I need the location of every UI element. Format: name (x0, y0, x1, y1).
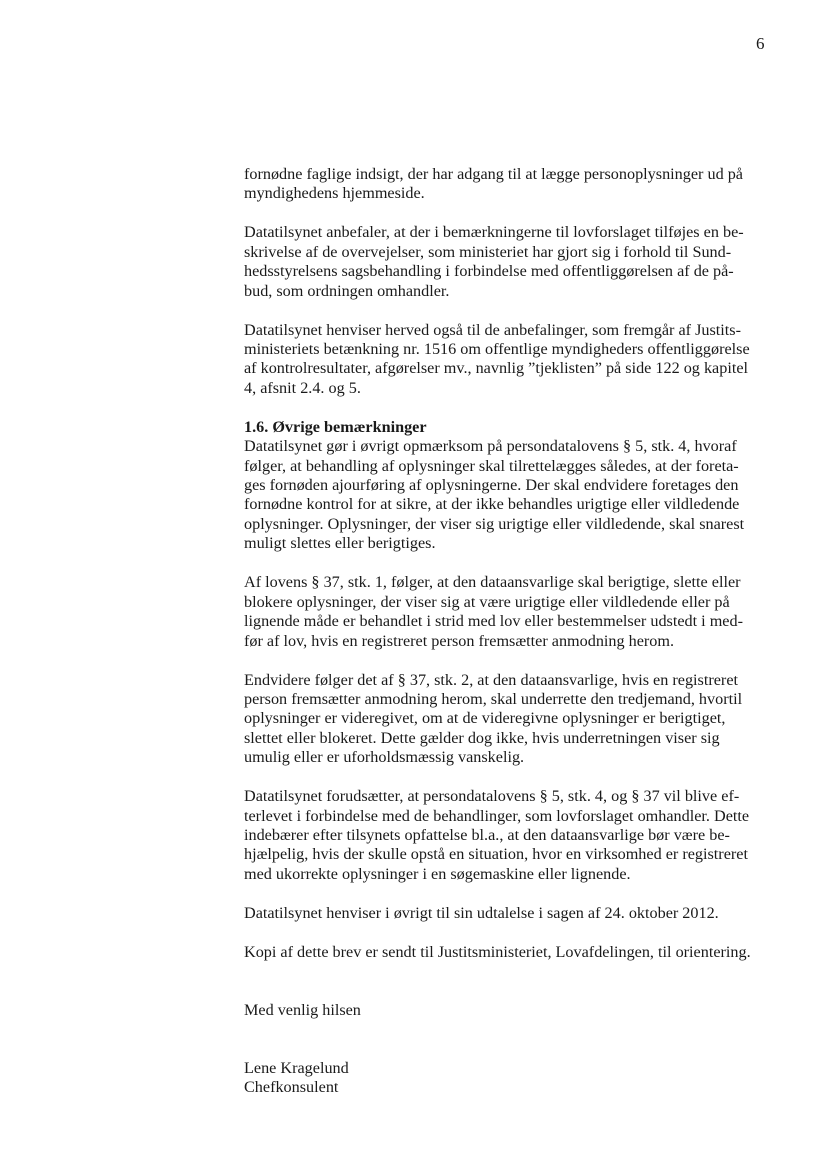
text-line: Datatilsynet forudsætter, at persondatalovens § 5, stk. 4, og § 37 vil blive ef- (244, 787, 740, 806)
text-line: oplysninger. Oplysninger, der viser sig urigtige eller vildledende, skal snarest (244, 514, 745, 533)
text-line: oplysninger er videregivet, om at de videregivne oplysninger er berigtiget, (244, 709, 726, 728)
paragraph (244, 671, 784, 768)
text-line: af kontrolresultater, afgørelser mv., navnlig ”tjeklisten” på side 122 og kapitel (244, 359, 749, 378)
text-line: Kopi af dette brev er sendt til Justitsministeriet, Lovafdelingen, til orientering. (244, 942, 751, 961)
text-line: bud, som ordningen omhandler. (244, 281, 450, 300)
text-line: blokere oplysninger, der viser sig at være urigtige eller vildledende eller på (244, 592, 730, 611)
text-line: Datatilsynet gør i øvrigt opmærksom på persondatalovens § 5, stk. 4, hvoraf (244, 437, 737, 456)
text-line: 4, afsnit 2.4. og 5. (244, 378, 361, 397)
text-line: før af lov, hvis en registreret person fremsætter anmodning herom. (244, 631, 675, 650)
text-line: ges fornøden ajourføring af oplysningerne. Der skal endvidere foretages den (244, 476, 739, 495)
signature-name: Lene Kragelund (244, 1059, 349, 1077)
paragraph (244, 787, 784, 884)
text-line: myndighedens hjemmeside. (244, 184, 425, 203)
paragraph (244, 943, 784, 962)
paragraph (244, 223, 784, 301)
text-line: skrivelse af de overvejelser, som ministeriet har gjort sig i forhold til Sund- (244, 242, 732, 261)
text-line: Endvidere følger det af § 37, stk. 2, at den dataansvarlige, hvis en registreret (244, 670, 738, 689)
text-line: med ukorrekte oplysninger i en søgemaskine eller lignende. (244, 864, 631, 883)
paragraph (244, 165, 784, 204)
letter-body (244, 165, 784, 982)
closing-block (244, 1001, 361, 1020)
page-number: 6 (756, 34, 765, 53)
text-line: umulig eller er uforholdsmæssig vanskelig. (244, 748, 525, 767)
text-line: følger, at behandling af oplysninger skal tilrettelægges således, at der foreta- (244, 456, 739, 475)
paragraph (244, 904, 784, 923)
text-line: slettet eller blokeret. Dette gælder dog ikke, hvis underretningen viser sig (244, 728, 720, 747)
paragraph (244, 418, 784, 554)
closing-greeting: Med venlig hilsen (244, 1001, 361, 1019)
text-line: hjælpelig, hvis der skulle opstå en situation, hvor en virksomhed er registreret (244, 845, 748, 864)
text-line: muligt slettes eller berigtiges. (244, 534, 436, 553)
text-line: lignende måde er behandlet i strid med lov eller bestemmelser udstedt i med- (244, 612, 743, 631)
text-line: terlevet i forbindelse med de behandlinger, som lovforslaget omhandler. Dette (244, 806, 750, 825)
signature-block (244, 1059, 349, 1098)
text-line: indebærer efter tilsynets opfattelse bl.a., at den dataansvarlige bør være be- (244, 825, 730, 844)
text-line: person fremsætter anmodning herom, skal underrette den tredjemand, hvortil (244, 689, 743, 708)
paragraph (244, 321, 784, 399)
text-line: hedsstyrelsens sagsbehandling i forbindelse med offentliggørelsen af de på- (244, 262, 734, 281)
text-line: ministeriets betænkning nr. 1516 om offentlige myndigheders offentliggørelse (244, 340, 750, 359)
paragraph (244, 573, 784, 651)
text-line: Datatilsynet anbefaler, at der i bemærkningerne til lovforslaget tilføjes en be- (244, 223, 744, 242)
text-line: Datatilsynet henviser i øvrigt til sin udtalelse i sagen af 24. oktober 2012. (244, 903, 719, 922)
text-line: fornødne kontrol for at sikre, at der ikke behandles urigtige eller vildledende (244, 495, 740, 514)
section-heading: 1.6. Øvrige bemærkninger (244, 417, 427, 436)
text-line: fornødne faglige indsigt, der har adgang til at lægge personoplysninger ud på (244, 165, 743, 183)
signature-title: Chefkonsulent (244, 1078, 339, 1097)
text-line: Af lovens § 37, stk. 1, følger, at den dataansvarlige skal berigtige, slette eller (244, 573, 741, 592)
text-line: Datatilsynet henviser herved også til de anbefalinger, som fremgår af Justits- (244, 320, 741, 339)
